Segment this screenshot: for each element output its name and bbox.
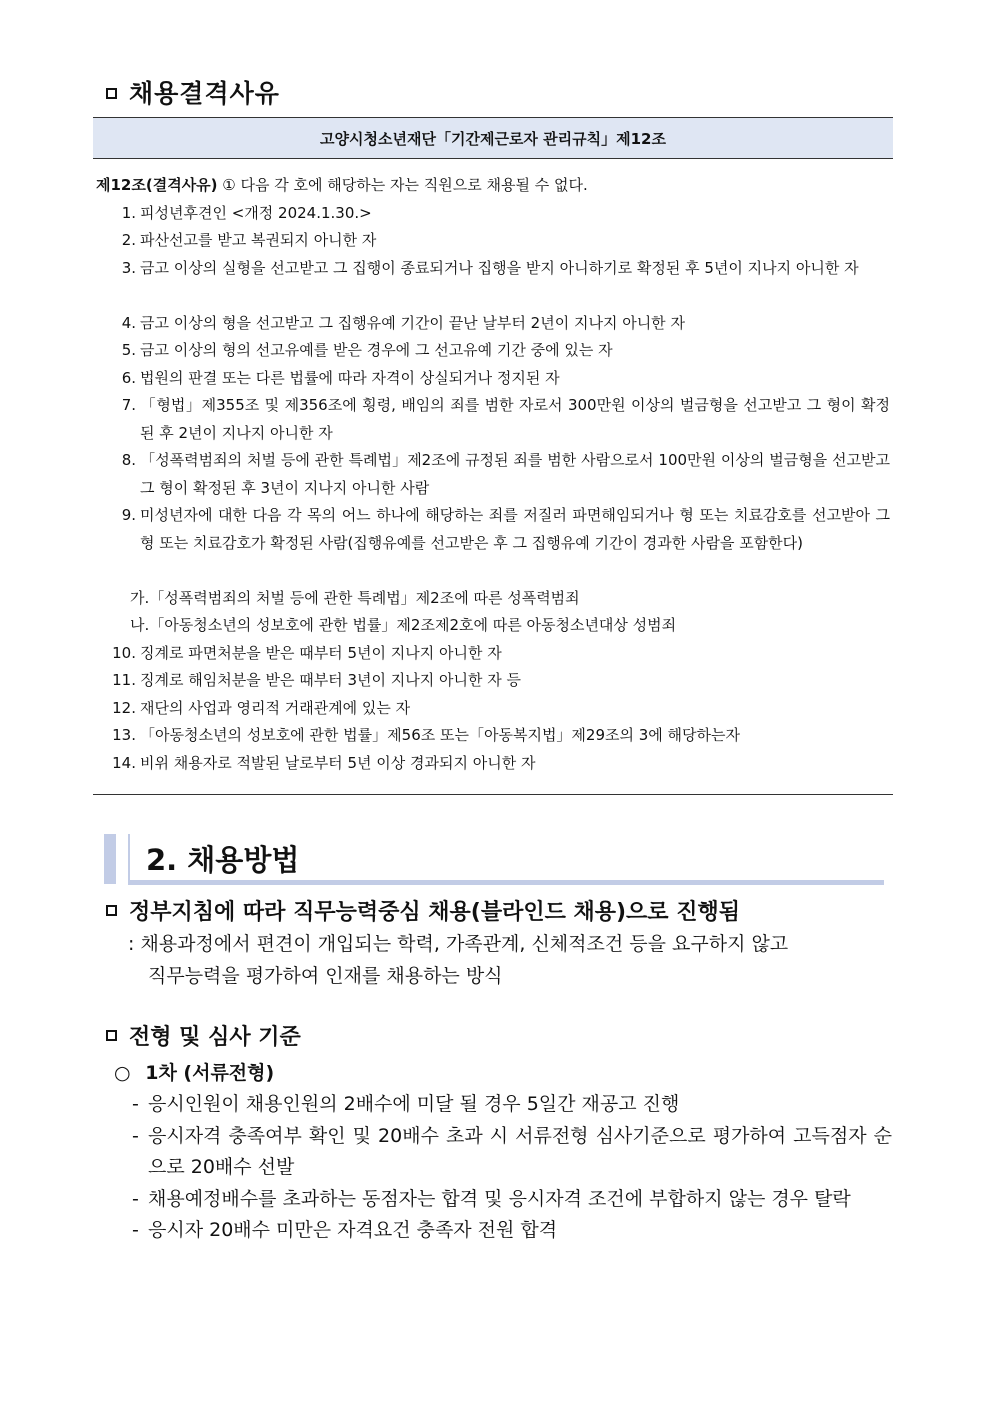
circle-bullet-icon: ○	[114, 1062, 131, 1084]
list-item: 12. 재단의 사업과 영리적 거래관계에 있는 자	[112, 699, 411, 717]
list-item: 5. 금고 이상의 형의 선고유예를 받은 경우에 그 선고유예 기간 중에 있는 자	[121, 341, 613, 359]
sub-list-item: 가.「성폭력범죄의 처벌 등에 관한 특례법」제2조에 따른 성폭력범죄	[130, 589, 580, 607]
page-section-title: 2. 채용방법	[146, 843, 300, 877]
article-label: 제12조(결격사유)	[96, 176, 218, 194]
description-line: : 채용과정에서 편견이 개입되는 학력, 가족관계, 신체적조건 등을 요구하지 않고	[128, 933, 789, 955]
subsection-heading-screening-criteria: 전형 및 심사 기준	[106, 1020, 301, 1051]
list-item: 14. 비위 채용자로 적발된 날로부터 5년 이상 경과되지 아니한 자	[112, 754, 536, 772]
list-item: 9. 미성년자에 대한 다음 각 목의 어느 하나에 해당하는 죄를 저질러 파면해임되거나 형 또는 치료감호를 선고받아 그 형 또는 치료감호가 확정된 사람(집행유예를 선고받은 후 그 집행유예 기간이 경과한 사람을 포함한다)	[121, 506, 890, 552]
list-item: 4. 금고 이상의 형을 선고받고 그 집행유예 기간이 끝난 날부터 2년이 지나지 아니한 자	[121, 314, 685, 332]
list-item: 8. 「성폭력범죄의 처벌 등에 관한 특례법」제2조에 규정된 죄를 범한 사람으로서 100만원 이상의 벌금형을 선고받고 그 형이 확정된 후 3년이 지나지 아니한 사람	[121, 451, 890, 497]
checkbox-square-icon	[106, 88, 117, 99]
list-item: 1. 피성년후견인 <개정 2024.1.30.>	[121, 204, 372, 222]
heading-accent-bar	[104, 834, 116, 884]
subsection-heading-blind-hiring: 정부지침에 따라 직무능력중심 채용(블라인드 채용)으로 진행됨	[106, 895, 740, 926]
list-item: 3. 금고 이상의 실형을 선고받고 그 집행이 종료되거나 집행을 받지 아니하기로 확정된 후 5년이 지나지 아니한 자	[121, 259, 859, 277]
article-heading	[96, 172, 890, 200]
list-item: - 채용예정배수를 초과하는 동점자는 합격 및 응시자격 조건에 부합하지 않는 경우 탈락	[132, 1188, 851, 1210]
list-item: 11. 징계로 해임처분을 받은 때부터 3년이 지나지 아니한 자 등	[112, 671, 521, 689]
divider	[93, 794, 893, 795]
stage-heading: ○ 1차 (서류전형)	[114, 1062, 275, 1084]
list-item: 10. 징계로 파면처분을 받은 때부터 5년이 지나지 아니한 자	[112, 644, 502, 662]
list-item: 13. 「아동청소년의 성보호에 관한 법률」제56조 또는「아동복지법」제29조의 3에 해당하는자	[112, 726, 741, 744]
heading-accent-line	[128, 834, 130, 884]
heading-underline	[128, 880, 884, 885]
description-line: 직무능력을 평가하여 인재를 채용하는 방식	[148, 965, 503, 987]
list-item: - 응시인원이 채용인원의 2배수에 미달 될 경우 5일간 재공고 진행	[132, 1093, 680, 1115]
list-item: 6. 법원의 판결 또는 다른 법률에 따라 자격이 상실되거나 정지된 자	[121, 369, 560, 387]
checkbox-square-icon	[106, 1030, 117, 1041]
list-item: - 응시자격 충족여부 확인 및 20배수 초과 시 서류전형 심사기준으로 평가하여 고득점자 순으로 20배수 선발	[132, 1125, 892, 1178]
list-item: 7. 「형법」제355조 및 제356조에 횡령, 배임의 죄를 범한 자로서 300만원 이상의 벌금형을 선고받고 그 형이 확정된 후 2년이 지나지 아니한 자	[121, 396, 890, 442]
list-item: - 응시자 20배수 미만은 자격요건 충족자 전원 합격	[132, 1219, 558, 1241]
regulation-title: 고양시청소년재단「기간제근로자 관리규칙」제12조	[320, 129, 666, 148]
sub-list-item: 나.「아동청소년의 성보호에 관한 법률」제2조제2호에 따른 아동청소년대상 성범죄	[130, 616, 677, 634]
article-intro: ① 다음 각 호에 해당하는 자는 직원으로 채용될 수 없다.	[217, 176, 588, 194]
section-heading-disqualification	[106, 74, 280, 110]
list-item: 2. 파산선고를 받고 복권되지 아니한 자	[121, 231, 377, 249]
checkbox-square-icon	[106, 905, 117, 916]
section-title: 채용결격사유	[129, 79, 280, 108]
regulation-title-box	[93, 117, 893, 159]
